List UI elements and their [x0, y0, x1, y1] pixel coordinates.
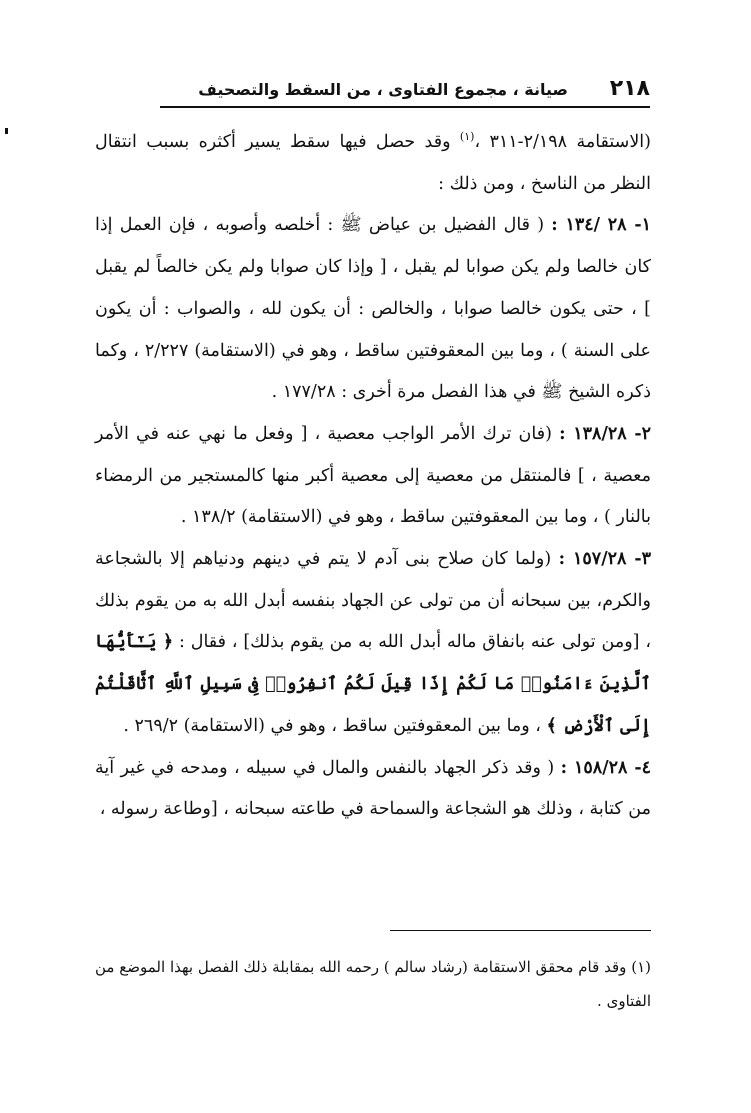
item-4-label: ٤- ١٥٨/٢٨ :: [560, 757, 651, 778]
item-3-label: ٣- ١٥٧/٢٨ :: [558, 549, 651, 570]
item-3: [95, 539, 651, 748]
item-1-label: ١- ٢٨ /١٣٤ :: [551, 215, 651, 236]
header-rule: [160, 106, 650, 108]
footnote: [95, 950, 651, 1018]
item-3-text-b: ، وما بين المعقوفتين ساقط ، وهو في (الاستقامة) ٢٦٩/٢ .: [123, 715, 547, 736]
item-4-text: ( وقد ذكر الجهاد بالنفس والمال في سبيله ، ومدحه في غير آية من كتابة ، وذلك هو الشجاعة والسماحة في طاعته سبحانه ، [وطاعة رسوله ،: [95, 757, 651, 820]
footnote-text: (١) وقد قام محقق الاستقامة (رشاد سالم ) رحمه الله بمقابلة ذلك الفصل بهذا الموضع من الفتاوى .: [95, 958, 651, 1010]
intro-text-a: (الاستقامة ٢/١٩٨-٣١١ ،: [474, 132, 651, 152]
intro-paragraph: [95, 122, 651, 205]
item-1: [95, 205, 651, 414]
item-2-text: (فان ترك الأمر الواجب معصية ، [ وفعل ما نهي عنه في الأمر معصية ، ] فالمنتقل من معصية إلى معصية أكبر منها كالمستجير من الرمضاء بالنار ) ، وما بين المعقوفتين ساقط ، وهو في (الاستقامة) ١٣٨/٢ .: [95, 423, 651, 528]
footnote-reference: (١): [459, 130, 475, 144]
item-3-text-a: (ولما كان صلاح بنى آدم لا يتم في دينهم ودنياهم إلا بالشجاعة والكرم، بين سبحانه أن من تولى عن الجهاد بنفسه أبدل الله به من يقوم بذلك ، [ومن تولى عنه بانفاق ماله أبدل الله به من يقوم بذلك] ، فقال :: [95, 549, 651, 653]
intro-text-b: وقد حصل فيها سقط يسير أكثره بسبب انتقال النظر من الناسخ ، ومن ذلك :: [95, 132, 651, 194]
quran-verse: ﴿ يَـٰٓأَيُّهَا ٱلَّذِينَ ءَامَنُوا۟ مَا لَكُمْ إِذَا قِيلَ لَكُمُ ٱنفِرُوا۟ فِى سَبِيلِ ٱللَّهِ ٱثَّاقَلْتُمْ إِلَى ٱلْأَرْضِ ﴾: [95, 632, 651, 736]
item-2-label: ٢- ١٣٨/٢٨ :: [559, 423, 651, 444]
body-text: [95, 122, 651, 831]
item-1-text: ( قال الفضيل بن عياض ﷺ : أخلصه وأصوبه ، فإن العمل إذا كان خالصا ولم يكن صوابا لم يقبل ، [ وإذا كان صوابا ولم يكن خالصاً لم يقبل ] ، حتى يكون خالصا صوابا ، والخالص : أن يكون لله ، والصواب : أن يكون على السنة ) ، وما بين المعقوفتين ساقط ، وهو في (الاستقامة) ٢/٢٢٧ ، وكما ذكره الشيخ ﷺ في هذا الفصل مرة أخرى : ١٧٧/٢٨ .: [95, 215, 652, 403]
item-2: [95, 414, 651, 539]
running-header: [160, 72, 650, 108]
margin-mark: [5, 128, 8, 134]
footnote-rule: [390, 930, 651, 931]
running-title: صيانة ، مجموع الفتاوى ، من السقط والتصحيف: [198, 80, 568, 99]
item-4: [95, 748, 651, 831]
page-number: ٢١٨: [609, 76, 650, 101]
